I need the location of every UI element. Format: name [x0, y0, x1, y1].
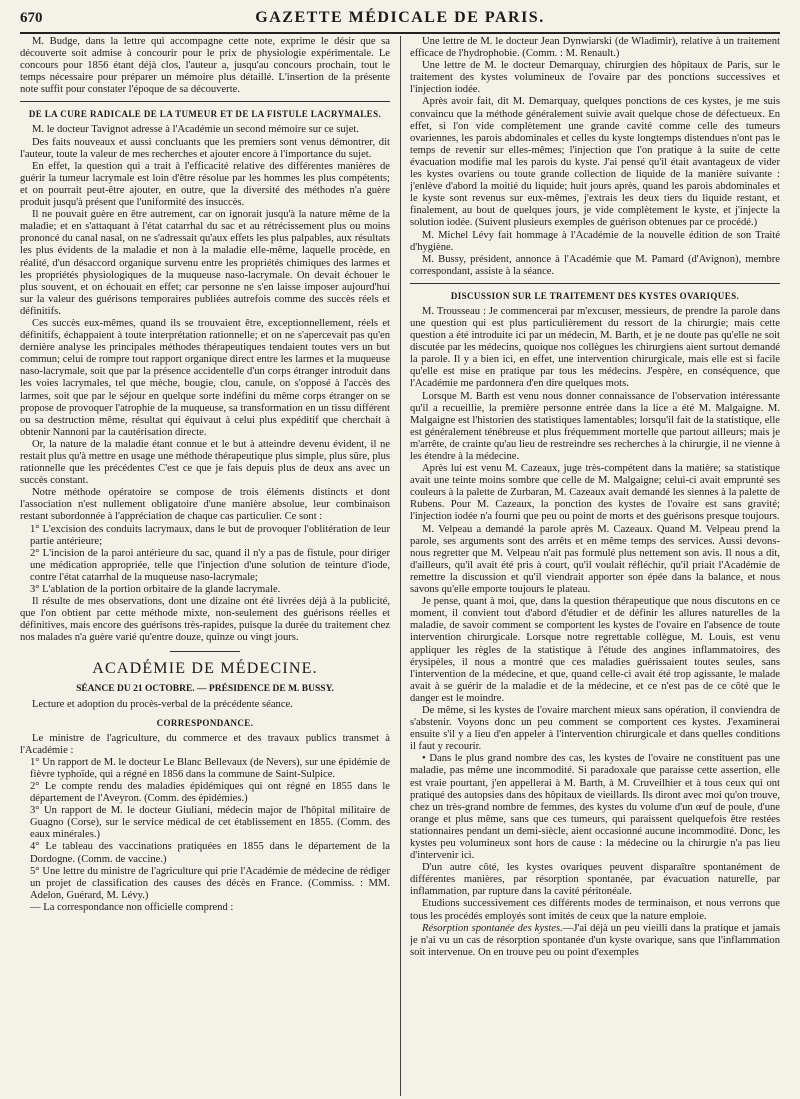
paragraph: Je pense, quant à moi, que, dans la question thérapeutique que nous discutons en ce moment, il convient tout d'abord d'étudier et de définir les allures naturelles de la maladie, de savoir comment se comportent les kystes de l'ovaire en l'absence de toute intervention chirurgicale. Lorsque notre regrettable collègue, M. Louis, est venu appliquer les règles de la statistique à l'étude des angines inflammatoires, des érysipèles, il nous a montré que ces maladies guérissaient toutes seules, sans l'intervention de la médecine, et que, quand celle-ci avait été trop agissante, le malade avait à se guérir de la maladie et de la médecine, et ce n'est pas de ce côté que le danger est le moindre.: [410, 596, 780, 704]
paragraph-text: —J'ai déjà un peu vieilli dans la pratique et jamais je n'ai vu un cas de résorption spontanée d'un kyste ovarique, sans que l'inflammation soit intervenue. On en trouve peu ou point d'exemples: [410, 922, 780, 958]
list-item: 2° Le compte rendu des maladies épidémiques qui ont régné en 1855 dans le département de l'Aveyron. (Comm. des épidémies.): [30, 780, 390, 805]
list-item: — La correspondance non officielle comprend :: [30, 901, 234, 913]
paragraph: De même, si les kystes de l'ovaire marchent mieux sans opération, il conviendra de s'abstenir. Voyons donc un peu comment se comportent ces kystes. J'examinerai ensuite s'il y a lieu d'en appeler à l'intervention chirurgicale et dans quelles conditions il faut y recourir.: [410, 704, 780, 753]
paragraph: Après lui est venu M. Cazeaux, juge très-compétent dans la matière; sa statistique avait une teinte moins sombre que celle de M. Malgaigne; celui-ci avait emprunté ses couleurs à la palette de Zurbaran, M. Cazeaux avait demandé les siennes à la palette de Rubens. Pour M. Cazeaux, la ponction des kystes de l'ovaire est sans gravité; l'injection iodée n'a fourni que peu ou point de morts et des guérisons presque toujours.: [410, 463, 780, 523]
paragraph: Il ne pouvait guère en être autrement, car on ignorait jusqu'à la nature même de la maladie; et en s'attaquant à l'état catarrhal du sac et au rétrécissement plus ou moins prononcé du canal nasal, on ne s'adressait qu'aux effets les plus palpables, aux résultats les plus évidents de la maladie et non à la maladie elle-même, laquelle procède, en réalité, d'un désaccord organique survenu entre les propriétés chimiques des larmes et les propriétés physiologiques de la muqueuse naso-lacrymale. On devait échouer le plus souvent, et on échouait en effet; car personne ne s'en laisse imposer aujourd'hui sur la valeur des guérisons temporaires publiées autrefois comme des succès réels et définitifs.: [20, 209, 390, 317]
journal-title: GAZETTE MÉDICALE DE PARIS.: [255, 9, 545, 26]
paragraph: Or, la nature de la maladie étant connue et le but à atteindre devenu évident, il ne restait plus qu'à mettre en usage une méthode thérapeutique plus simple, plus sûre, plus rationnelle que les précédentes C'est ce que je fais depuis plus de deux ans avec un succès constant.: [20, 438, 390, 487]
paragraph: Notre méthode opératoire se compose de trois éléments distincts et dont l'association n'est nullement obligatoire d'une manière absolue, leur combinaison restant subordonnée à l'appréciation de chaque cas particulier. Ce sont :: [20, 487, 390, 523]
correspondence-title: CORRESPONDANCE.: [156, 717, 254, 728]
paragraph: Lecture et adoption du procès-verbal de la précédente séance.: [32, 698, 293, 710]
section-title-lacrymal: DE LA CURE RADICALE DE LA TUMEUR ET DE LA FISTULE LACRYMALES.: [28, 109, 382, 120]
session-heading: SÉANCE DU 21 OCTOBRE. — PRÉSIDENCE DE M. BUSSY.: [76, 683, 334, 694]
section-divider: [20, 101, 390, 102]
page-number: 670: [20, 10, 43, 26]
paragraph: En effet, la question qui a trait à l'efficacité relative des différentes manières de guérir la tumeur lacrymale est loin d'être résolue par les hommes les plus compétents; et on pourrait peut-être ajouter, en outre, que la diversité des méthodes n'a guère produit jusqu'à présent que l'uniformité des insuccès.: [20, 160, 390, 209]
right-column: [410, 36, 780, 1096]
academy-title: ACADÉMIE DE MÉDECINE.: [92, 659, 318, 677]
paragraph: Il résulte de mes observations, dont une dizaine ont été livrées déjà à la publicité, que l'on obtient par cette méthode mixte, non-seulement des guérisons réelles et définitives, mais encore des guérisons très-rapides, puisque la durée du traitement chez nos malades n'a guère varié qu'entre douze, quinze ou vingt jours.: [20, 596, 390, 644]
paragraph: Une lettre de M. le docteur Demarquay, chirurgien des hôpitaux de Paris, sur le traitement des kystes volumineux de l'ovaire par des ponctions successives et l'injection iodée.: [410, 60, 780, 96]
paragraph: [410, 923, 780, 959]
paragraph: M. Bussy, président, annonce à l'Académie que M. Pamard (d'Avignon), membre correspondant, assiste à la séance.: [410, 253, 780, 277]
left-column: [20, 36, 390, 1096]
list-item: 1° L'excision des conduits lacrymaux, dans le but de provoquer l'oblitération de leur partie antérieure;: [30, 523, 390, 547]
paragraph: Etudions successivement ces différents modes de terminaison, et nous verrons que tous les procédés employés sont imités de ceux que la nature emploie.: [410, 898, 780, 922]
paragraph: M. Trousseau : Je commencerai par m'excuser, messieurs, de prendre la parole dans une question qui est plus particulièrement du ressort de la chirurgie; mais cette question a été introduite ici par un médecin, M. Barth, et je ne doute pas qu'elle ne soit discutée par les médecins, quoique nos collègues les chirurgiens aient surtout demandé la parole. Il y a bien ici, en effet, une intervention chirurgicale, mais elle est si facile qu'elle est mise en pratique par tous les médecins. J'espère, en conséquence, que l'Académie me pardonnera d'en dire quelques mots.: [410, 305, 780, 390]
column-divider: [400, 36, 401, 1096]
paragraph: Le ministre de l'agriculture, du commerce et des travaux publics transmet à l'Académie :: [20, 732, 390, 756]
paragraph: D'un autre côté, les kystes ovariques peuvent disparaître spontanément de différentes manières, par résorption spontanée, par évacuation naturelle, par inflammation, par rupture dans la cavité péritonéale.: [410, 862, 780, 898]
list-item: 3° Un rapport de M. le docteur Giuliani, médecin major de l'hôpital militaire de Guagno (Corse), sur le service médical de cet établissement en 1855. (Comm. des eaux minérales.): [30, 805, 390, 841]
section-title-cysts: DISCUSSION SUR LE TRAITEMENT DES KYSTES OVARIQUES.: [450, 290, 740, 301]
paragraph: Après avoir fait, dit M. Demarquay, quelques ponctions de ces kystes, je me suis convaincu que la méthode généralement suivie avait quelque chose de défectueux. En effet, si l'on vide complètement une grande cavité comme celle des tumeurs ovariennes, les parois abdominales et celles du kyste longtemps distendues n'ont pas le temps de revenir sur elles-mêmes; l'injection que l'on pratique à la suite de cette évacuation modifie mal les parois du kyste. J'ai pensé qu'il était avantageux de vider les kystes ovariens ou toute grande collection de liquide de la manière suivante : j'enlève d'abord la moitié du liquide; huit jours après, quand les parois abdominales et le kyste sont revenus sur eux-mêmes, j'extrais les deux tiers du liquide restant, et finalement, au bout de quelques jours, je vide complètement le kyste, et j'injecte la solution iodée. (Suivent plusieurs exemples de guérison obtenues par ce procédé.): [410, 96, 780, 229]
paragraph: • Dans le plus grand nombre des cas, les kystes de l'ovaire ne constituent pas une maladie, pas même une incommodité. Si paradoxale que paraisse cette assertion, elle est vraie pourtant, j'en appellerai à M. Barth, à M. Cruveilhier et à tous ceux qui ont pratiqué des autopsies dans des hôpitaux de vieillards. Ils diront avec moi qu'on trouve, chez un très-grand nombre de femmes, des kystes du volume d'un œuf de poule, d'une orange et plus même, sans que ces tumeurs, qui paraissent quelquefois être restées stationnaires pendant un demi-siècle, aient occasionné aucune incommodité. Donc, les kystes peu volumineux sont hors de cause : la médecine ou la chirurgie n'a pas lieu d'intervenir ici.: [410, 753, 780, 862]
list-item: 2° L'incision de la paroi antérieure du sac, quand il n'y a pas de fistule, pour diriger une médication appropriée, telle que l'injection d'une solution de teinture d'iode, contre l'état catarrhal de la muqueuse naso-lacrymale;: [30, 547, 390, 583]
intro-paragraph: M. Budge, dans la lettre qui accompagne cette note, exprime le désir que sa découverte soit admise à concourir pour le prix de physiologie expérimentale. Le concours pour 1856 étant déjà clos, l'auteur a, jusqu'au concours prochain, tout le temps nécessaire pour préparer un mémoire plus détaillé. L'insertion de la présente note suffit pour constater l'époque de sa découverte.: [20, 36, 390, 96]
list-item: 5° Une lettre du ministre de l'agriculture qui prie l'Académie de médecine de rédiger un projet de classification des causes des décès en France. (Commiss. : MM. Adelon, Guérard, M. Lévy.): [30, 865, 390, 901]
subsection-title: Résorption spontanée des kystes.: [422, 922, 563, 934]
list-item: 4° Le tableau des vaccinations pratiquées en 1855 dans le département de la Dordogne. (Comm. de vaccine.): [30, 841, 390, 865]
section-divider: [410, 283, 780, 284]
correspondence-list: [20, 757, 390, 914]
paragraph: M. Velpeau a demandé la parole après M. Cazeaux. Quand M. Velpeau prend la parole, ses arguments sont des arrêts et en même temps des services. Aussi devons-nous regretter que M. Velpeau n'ait pas formulé plus nettement son avis. Il nous a dit, d'ailleurs, qu'il avait été pris à court, qu'il voulait réfléchir, qu'il priait l'Académie de remettre la discussion et qu'il viendrait apporter son épée dans la balance, et nous savons qu'elle emporte toujours le plateau.: [410, 523, 780, 596]
paragraph: Lorsque M. Barth est venu nous donner connaissance de l'observation intéressante qu'il a recueillie, la première personne entrée dans la lice a été M. Malgaigne. M. Malgaigne est l'historien des statistiques lamentables; lorsqu'il fait de la statistique, elle est généralement ténébreuse et plus fréquemment mortelle que partout ailleurs; mais je m'arrête, de crainte qu'au lieu de restreindre ses recherches à la chirurgie, il ne vienne à les étendre à la médecine.: [410, 390, 780, 462]
method-list: [20, 524, 390, 597]
paragraph: M. Michel Lévy fait hommage à l'Académie de la nouvelle édition de son Traité d'hygiène.: [410, 229, 780, 253]
page-header: [20, 4, 780, 34]
section-divider: [170, 651, 240, 652]
list-item: 3° L'ablation de la portion orbitaire de la glande lacrymale.: [30, 584, 281, 596]
paragraph: M. le docteur Tavignot adresse à l'Académie un second mémoire sur ce sujet.: [32, 124, 359, 136]
paragraph: Des faits nouveaux et aussi concluants que les premiers sont venus démontrer, dit l'auteur, toute la valeur de mes recherches et ajouter encore à l'importance du sujet.: [20, 136, 390, 160]
paragraph: Une lettre de M. le docteur Jean Dynwiarski (de Wladimir), relative à un traitement efficace de l'hydrophobie. (Comm. : M. Renault.): [410, 36, 780, 60]
list-item: 1° Un rapport de M. le docteur Le Blanc Bellevaux (de Nevers), sur une épidémie de fièvre typhoïde, qui a régné en 1856 dans la commune de Saint-Sulpice.: [30, 756, 390, 780]
paragraph: Ces succès eux-mêmes, quand ils se trouvaient être, exceptionnellement, réels et définitifs, échappaient à toute interprétation rationnelle; et on ne s'apercevait pas qu'en dernière analyse les principales méthodes thérapeutiques tendaient toutes vers un but commun; celui de rompre tout rapport organique direct entre les larmes et la muqueuse naso-lacrymale, soit que par la présence accidentelle d'un corps étranger introduit dans les voies lacrymales, tel que mèche, bougie, clou, canule, on s'opposé à l'accès des larmes, soit que par le séjour en quelque sorte indéfini du même corps étranger on se propose de provoquer l'atrophie de la muqueuse, sa transformation en un tissu différent ou sa destruction même, résultat qui équivaut à celui plus expéditif que cherchait à obtenir Nannoni par la cautérisation directe.: [20, 317, 390, 438]
